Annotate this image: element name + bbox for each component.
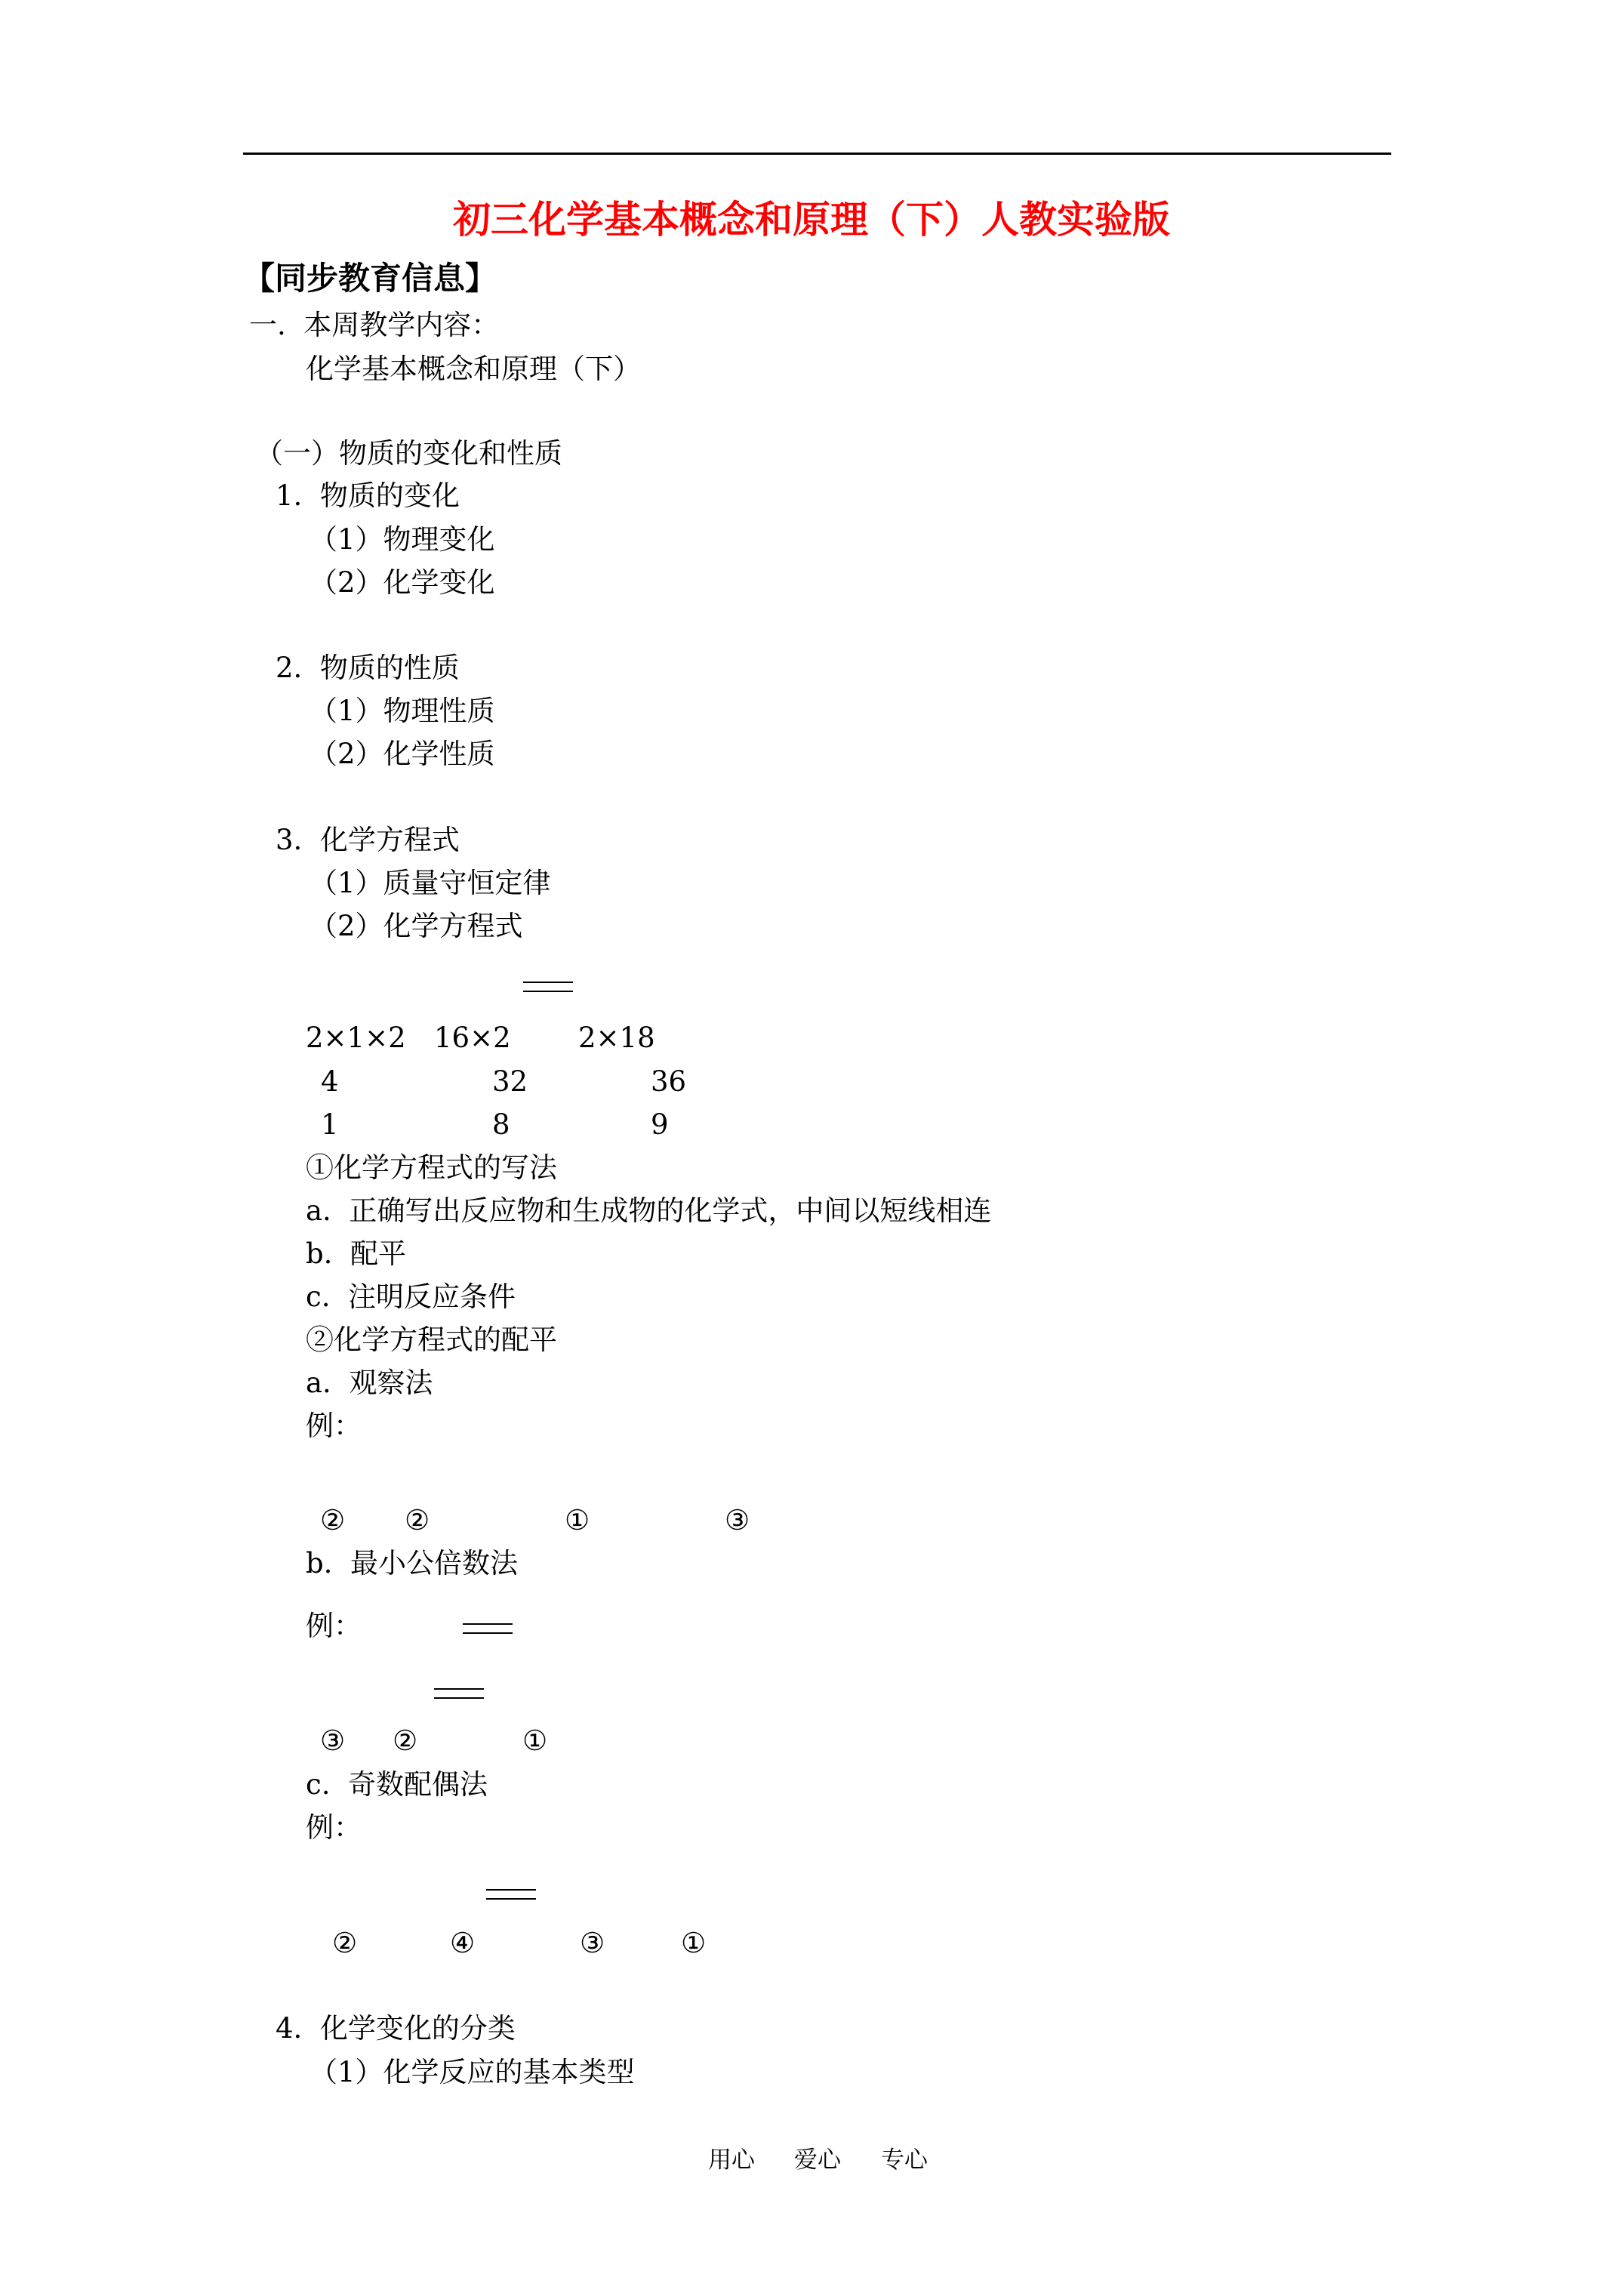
example-b-label: 例： [306, 1610, 362, 1642]
coefficient: ② [405, 1504, 430, 1536]
coefficient: ② [393, 1724, 418, 1757]
equals-sign [434, 1688, 484, 1699]
header-rule [243, 153, 1391, 155]
writing-heading: ①化学方程式的写法 [306, 1151, 557, 1184]
coefficient: ① [522, 1724, 548, 1757]
equals-sign [463, 1623, 513, 1634]
example-c-label: 例： [306, 1811, 362, 1844]
coefficient: ③ [725, 1504, 750, 1536]
mass-value: 9 [651, 1108, 669, 1141]
item3-sub1: （1）质量守恒定律 [310, 867, 551, 899]
coefficient: ② [332, 1927, 358, 1959]
footer-word: 专心 [881, 2147, 928, 2174]
part-one-heading: （一）物质的变化和性质 [255, 437, 562, 470]
section-one-heading: 一. 本周教学内容： [249, 309, 500, 341]
mass-value: 2×1×2 [306, 1022, 406, 1054]
method-b: b. 最小公倍数法 [306, 1547, 518, 1579]
example-a-label: 例： [306, 1410, 362, 1442]
item2-sub1: （1）物理性质 [310, 695, 495, 727]
mass-value: 32 [492, 1065, 528, 1098]
mass-value: 2×18 [578, 1022, 655, 1054]
item2-sub2: （2）化学性质 [310, 738, 495, 770]
footer-word: 用心 [708, 2147, 755, 2174]
mass-value: 1 [321, 1108, 339, 1141]
coefficient: ① [681, 1927, 707, 1959]
writing-step-c: c. 注明反应条件 [306, 1281, 516, 1313]
writing-step-b: b. 配平 [306, 1237, 406, 1270]
item3-sub2: （2）化学方程式 [310, 910, 523, 942]
sync-heading: 【同步教育信息】 [243, 260, 497, 297]
mass-value: 16×2 [434, 1022, 511, 1054]
method-c: c. 奇数配偶法 [306, 1768, 488, 1801]
item1-heading: 1. 物质的变化 [276, 479, 460, 512]
writing-step-a: a. 正确写出反应物和生成物的化学式，中间以短线相连 [306, 1194, 992, 1227]
equals-sign [523, 982, 573, 992]
coefficient: ③ [580, 1927, 605, 1959]
mass-value: 4 [321, 1065, 339, 1098]
coefficient: ③ [320, 1724, 346, 1757]
mass-value: 8 [492, 1108, 510, 1141]
item3-heading: 3. 化学方程式 [276, 824, 460, 856]
method-a: a. 观察法 [306, 1367, 433, 1399]
footer-word: 爱心 [794, 2147, 841, 2174]
coefficient: ② [320, 1504, 346, 1536]
balancing-heading: ②化学方程式的配平 [306, 1324, 557, 1356]
mass-value: 36 [651, 1065, 687, 1098]
item1-sub1: （1）物理变化 [310, 523, 495, 556]
item4-heading: 4. 化学变化的分类 [276, 2012, 516, 2045]
item4-sub1: （1）化学反应的基本类型 [310, 2056, 635, 2088]
item2-heading: 2. 物质的性质 [276, 652, 460, 684]
page-title: 初三化学基本概念和原理（下）人教实验版 [453, 197, 1170, 242]
coefficient: ① [565, 1504, 590, 1536]
item1-sub2: （2）化学变化 [310, 566, 495, 599]
coefficient: ④ [450, 1927, 476, 1959]
topic-line: 化学基本概念和原理（下） [306, 353, 641, 385]
equals-sign [486, 1889, 536, 1900]
